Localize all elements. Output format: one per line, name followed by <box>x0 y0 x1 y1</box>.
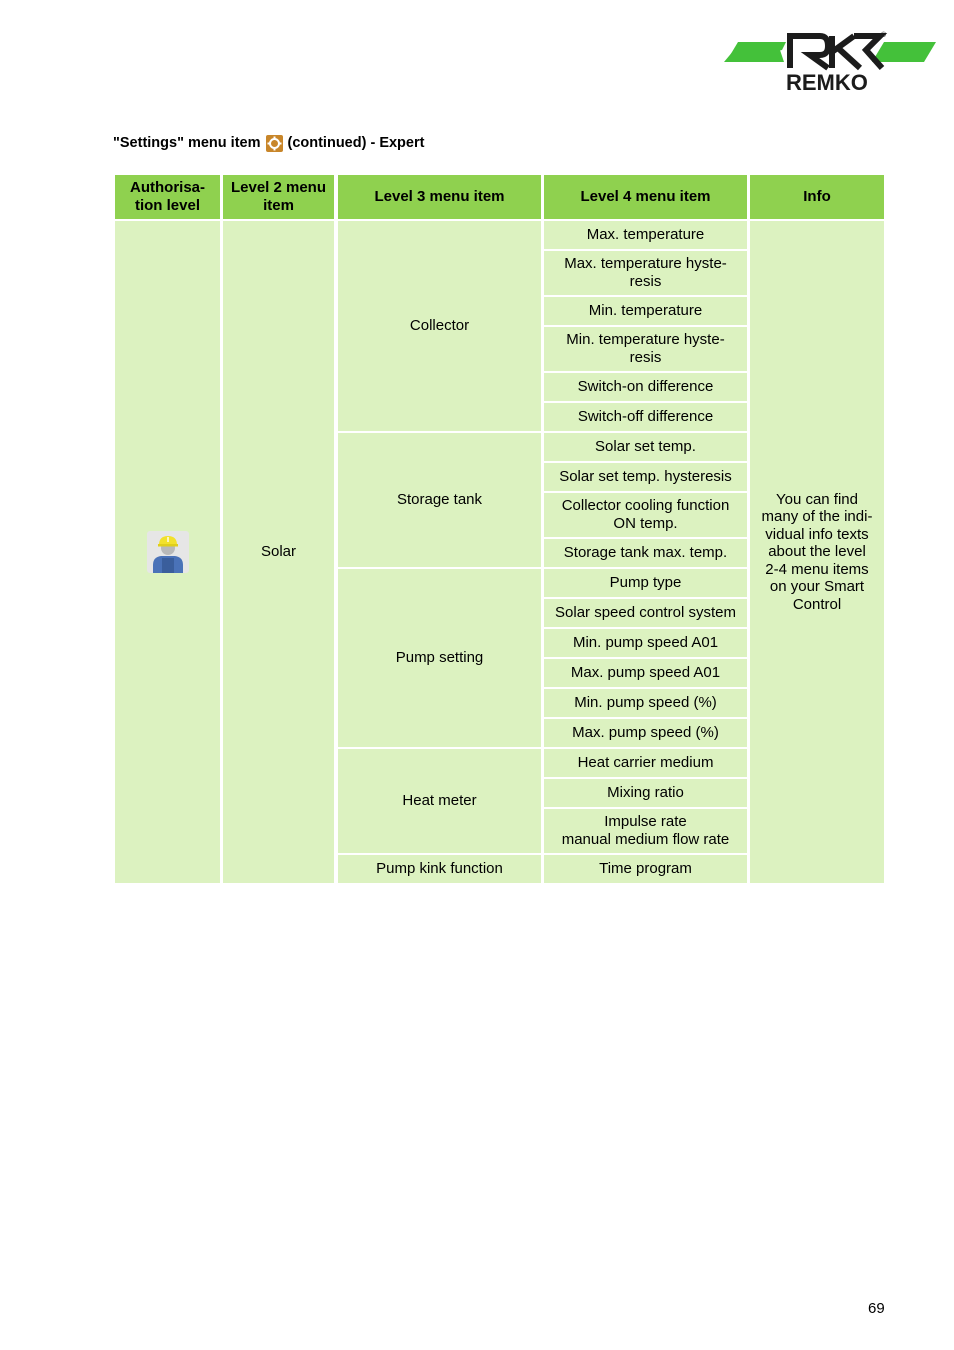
level4-item <box>544 463 747 491</box>
page-number: 69 <box>868 1300 885 1317</box>
level4-item-text: Pump type <box>609 574 682 591</box>
heading-text-after: (continued) - Expert <box>287 134 425 151</box>
level4-item-text: Min. temperature hyste- resis <box>566 331 725 366</box>
expert-user-icon <box>147 531 189 573</box>
heading-text-before: "Settings" menu item <box>113 134 261 151</box>
header-info-text: Info <box>803 188 831 205</box>
header-level3 <box>338 175 541 219</box>
level3-item <box>338 749 541 853</box>
level4-item-text: Mixing ratio <box>607 784 684 801</box>
level4-item <box>544 629 747 657</box>
level4-item <box>544 779 747 807</box>
level4-item-text: Solar set temp. <box>595 438 696 455</box>
header-auth <box>115 175 220 219</box>
level2-cell <box>223 221 334 883</box>
level3-item <box>338 569 541 747</box>
header-level2 <box>223 175 334 219</box>
level4-item <box>544 493 747 537</box>
remko-logo <box>724 28 938 94</box>
level4-item <box>544 433 747 461</box>
level4-item-text: Max. temperature hyste- resis <box>564 255 727 290</box>
level4-item <box>544 403 747 431</box>
remko-logo-graphic <box>724 28 938 94</box>
level4-item <box>544 297 747 325</box>
level4-item <box>544 809 747 853</box>
section-heading <box>113 134 424 151</box>
header-info <box>750 175 884 219</box>
level4-item-text: Switch-off difference <box>577 408 714 425</box>
header-level3-text: Level 3 menu item <box>374 188 505 205</box>
level4-item-text: Heat carrier medium <box>577 754 714 771</box>
info-cell-text: You can find many of the indi- vidual info texts about the level 2-4 menu items on your Smart Control <box>761 490 873 613</box>
level4-item-text: Impulse rate manual medium flow rate <box>561 813 730 848</box>
header-level4-text: Level 4 menu item <box>580 188 711 205</box>
level4-item-text: Min. pump speed A01 <box>572 634 719 651</box>
level4-item <box>544 327 747 371</box>
level3-item-text: Collector <box>409 317 470 334</box>
level4-item-text: Min. temperature <box>588 302 703 319</box>
level4-item-text: Storage tank max. temp. <box>563 544 728 561</box>
level4-item <box>544 539 747 567</box>
level4-item <box>544 749 747 777</box>
level4-item <box>544 719 747 747</box>
gear-icon <box>266 135 283 152</box>
level4-item <box>544 689 747 717</box>
level3-item-text: Heat meter <box>402 792 477 809</box>
level2-cell-text: Solar <box>260 543 297 560</box>
header-level2-text: Level 2 menu item <box>230 179 327 214</box>
level4-item-text: Min. pump speed (%) <box>574 694 717 711</box>
level3-item <box>338 855 541 883</box>
header-auth-text: Authorisa- tion level <box>130 179 205 214</box>
level4-item-text: Solar set temp. hysteresis <box>559 468 732 485</box>
level4-item <box>544 221 747 249</box>
level4-item <box>544 569 747 597</box>
level3-item-text: Storage tank <box>396 491 483 508</box>
level4-item <box>544 659 747 687</box>
level4-item-text: Max. pump speed (%) <box>572 724 719 741</box>
svg-text:®: ® <box>881 32 887 39</box>
level3-item-text: Pump kink function <box>376 860 503 877</box>
level4-item-text: Solar speed control system <box>555 604 736 621</box>
header-level4 <box>544 175 747 219</box>
level4-item <box>544 373 747 401</box>
level4-item <box>544 855 747 883</box>
level3-item <box>338 433 541 567</box>
level3-item-text: Pump setting <box>395 649 484 666</box>
level4-item-text: Max. temperature <box>586 226 705 243</box>
level4-item-text: Max. pump speed A01 <box>570 664 721 681</box>
level4-item <box>544 251 747 295</box>
level4-item-text: Time program <box>599 860 692 877</box>
level4-item-text: Switch-on difference <box>577 378 714 395</box>
info-cell <box>750 221 884 883</box>
logo-wordmark: REMKO <box>786 70 868 94</box>
auth-level-cell <box>115 221 220 883</box>
level3-item <box>338 221 541 431</box>
level4-item <box>544 599 747 627</box>
level4-item-text: Collector cooling function ON temp. <box>561 497 730 532</box>
